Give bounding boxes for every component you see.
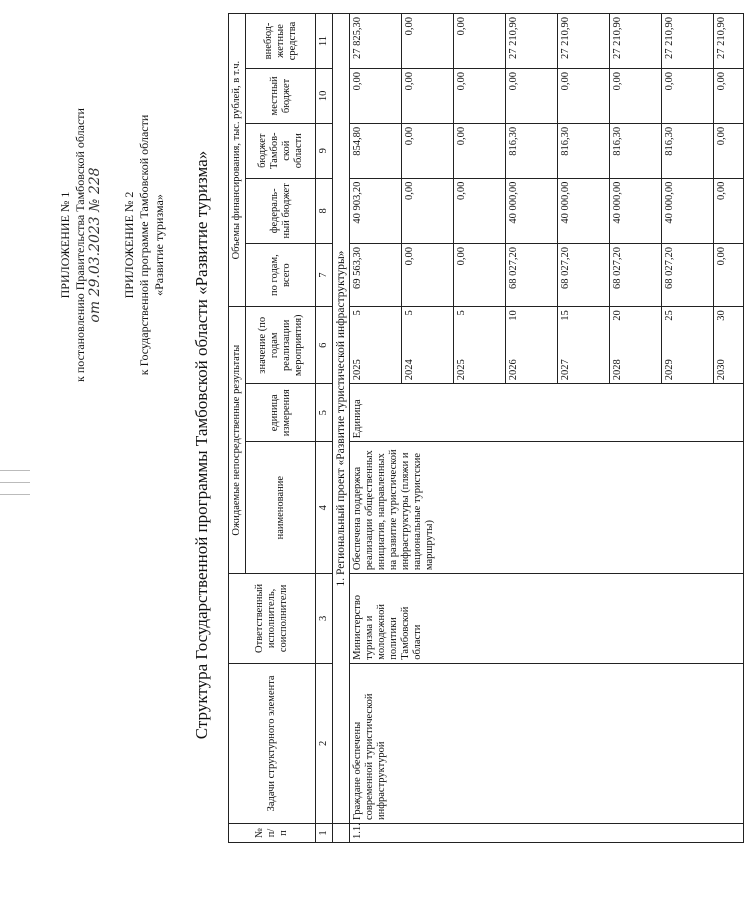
- row-value: 5: [352, 310, 363, 316]
- row-extra: 27 210,90: [714, 14, 744, 69]
- column-number: 5: [316, 384, 333, 442]
- row-extra: 27 210,90: [558, 14, 610, 69]
- header-by-year: по годам, всего: [246, 244, 316, 307]
- row-federal: 40 000,00: [558, 178, 610, 243]
- column-number: 11: [316, 14, 333, 69]
- appendix-2-heading: ПРИЛОЖЕНИЕ № 2: [122, 191, 136, 299]
- header-local: местный бюджет: [246, 68, 316, 123]
- row-year: 2027: [560, 359, 571, 381]
- row-total: 0,00: [402, 244, 454, 307]
- row-total: 0,00: [714, 244, 744, 307]
- item-number: 1.1.: [350, 824, 744, 843]
- row-year-value: [506, 307, 558, 384]
- appendix-2-subtitle: к Государственной программе Тамбовской области: [137, 114, 151, 376]
- column-number-row: [316, 14, 333, 843]
- row-total: 68 027,20: [506, 244, 558, 307]
- row-value: 30: [716, 310, 727, 321]
- item-result: Обеспечена поддержка реализации общественных инициатив, направленных на развитие туристической инфраструктуры (пляжи и национальные туристские маршруты): [350, 442, 744, 574]
- item-unit: Единица: [350, 384, 744, 442]
- row-federal: 40 903,20: [350, 178, 402, 243]
- row-local: 0,00: [714, 68, 744, 123]
- column-number: 9: [316, 123, 333, 178]
- appendix-1-heading: ПРИЛОЖЕНИЕ № 1: [58, 191, 72, 299]
- row-total: 68 027,20: [610, 244, 662, 307]
- row-year: 2029: [664, 359, 675, 381]
- row-value: 20: [612, 310, 623, 321]
- column-number: 3: [316, 574, 333, 664]
- row-total: 69 563,30: [350, 244, 402, 307]
- row-regional: 0,00: [454, 123, 506, 178]
- row-local: 0,00: [662, 68, 714, 123]
- header-unit: единица измерения: [246, 384, 316, 442]
- item-responsible: Министерство туризма и молодежной политики Тамбовской области: [350, 574, 744, 664]
- row-federal: 40 000,00: [662, 178, 714, 243]
- row-year: 2024: [404, 359, 415, 381]
- row-federal: 0,00: [402, 178, 454, 243]
- header-expected: Ожидаемые непосредственные результаты: [229, 307, 246, 574]
- structure-table: [228, 13, 744, 843]
- row-year-value: [402, 307, 454, 384]
- row-regional: 816,30: [610, 123, 662, 178]
- row-year: 2025: [352, 359, 363, 381]
- column-number: 2: [316, 663, 333, 823]
- column-number: 7: [316, 244, 333, 307]
- row-year: 2025: [456, 359, 467, 381]
- column-number: 8: [316, 178, 333, 243]
- table-row: [350, 14, 402, 843]
- row-federal: 40 000,00: [506, 178, 558, 243]
- row-year: 2030: [716, 359, 727, 381]
- row-total: 68 027,20: [662, 244, 714, 307]
- row-year-value: [350, 307, 402, 384]
- column-number: 1: [316, 824, 333, 843]
- row-regional: 854,80: [350, 123, 402, 178]
- row-value: 10: [508, 310, 519, 321]
- row-total: 0,00: [454, 244, 506, 307]
- row-local: 0,00: [454, 68, 506, 123]
- row-year-value: [662, 307, 714, 384]
- handwritten-date-number: от 29.03.2023 № 228: [87, 167, 103, 323]
- row-year-value: [454, 307, 506, 384]
- row-federal: 0,00: [454, 178, 506, 243]
- row-year: 2026: [508, 359, 519, 381]
- row-local: 0,00: [610, 68, 662, 123]
- section-row: [333, 14, 350, 843]
- appendix-2-block: [122, 35, 167, 455]
- header-name: наименование: [246, 442, 316, 574]
- section-title: 1. Региональный проект «Развитие туристической инфраструктуры»: [333, 14, 350, 824]
- header-task: Задачи структурного элемента: [229, 663, 316, 823]
- row-value: 25: [664, 310, 675, 321]
- row-year-value: [558, 307, 610, 384]
- row-extra: 0,00: [402, 14, 454, 69]
- row-total: 68 027,20: [558, 244, 610, 307]
- row-value: 5: [456, 310, 467, 316]
- row-local: 0,00: [506, 68, 558, 123]
- document-title: Структура Государственной программы Тамбовской области «Развитие туризма»: [192, 150, 211, 740]
- row-value: 15: [560, 310, 571, 321]
- row-regional: 0,00: [714, 123, 744, 178]
- row-extra: 27 825,30: [350, 14, 402, 69]
- column-number: 4: [316, 442, 333, 574]
- header-extra: внебюд-жетные средства: [246, 14, 316, 69]
- row-regional: 816,30: [558, 123, 610, 178]
- row-regional: 816,30: [506, 123, 558, 178]
- row-year-value: [610, 307, 662, 384]
- row-federal: 40 000,00: [610, 178, 662, 243]
- header-federal: федераль-ный бюджет: [246, 178, 316, 243]
- row-extra: 27 210,90: [662, 14, 714, 69]
- row-year-value: [714, 307, 744, 384]
- header-num: № п/п: [229, 824, 316, 843]
- header-responsible: Ответственный исполнитель, соисполнители: [229, 574, 316, 664]
- row-regional: 0,00: [402, 123, 454, 178]
- column-number: 10: [316, 68, 333, 123]
- appendix-1-subtitle: к постановлению Правительства Тамбовской области: [73, 108, 87, 382]
- row-extra: 27 210,90: [610, 14, 662, 69]
- row-federal: 0,00: [714, 178, 744, 243]
- item-task: Граждане обеспечены современной туристической инфраструктурой: [350, 663, 744, 823]
- row-local: 0,00: [402, 68, 454, 123]
- row-value: 5: [404, 310, 415, 316]
- row-extra: 0,00: [454, 14, 506, 69]
- row-year: 2028: [612, 359, 623, 381]
- row-local: 0,00: [350, 68, 402, 123]
- row-local: 0,00: [558, 68, 610, 123]
- appendix-1-block: [58, 15, 103, 475]
- header-value: значение (по годам реализации мероприятия): [246, 307, 316, 384]
- appendix-2-program: «Развитие туризма»: [152, 194, 166, 296]
- header-funding: Объемы финансирования, тыс. рублей, в т.ч.: [229, 14, 246, 307]
- row-regional: 816,30: [662, 123, 714, 178]
- row-extra: 27 210,90: [506, 14, 558, 69]
- header-regional: бюджет Тамбов-ской области: [246, 123, 316, 178]
- column-number: 6: [316, 307, 333, 384]
